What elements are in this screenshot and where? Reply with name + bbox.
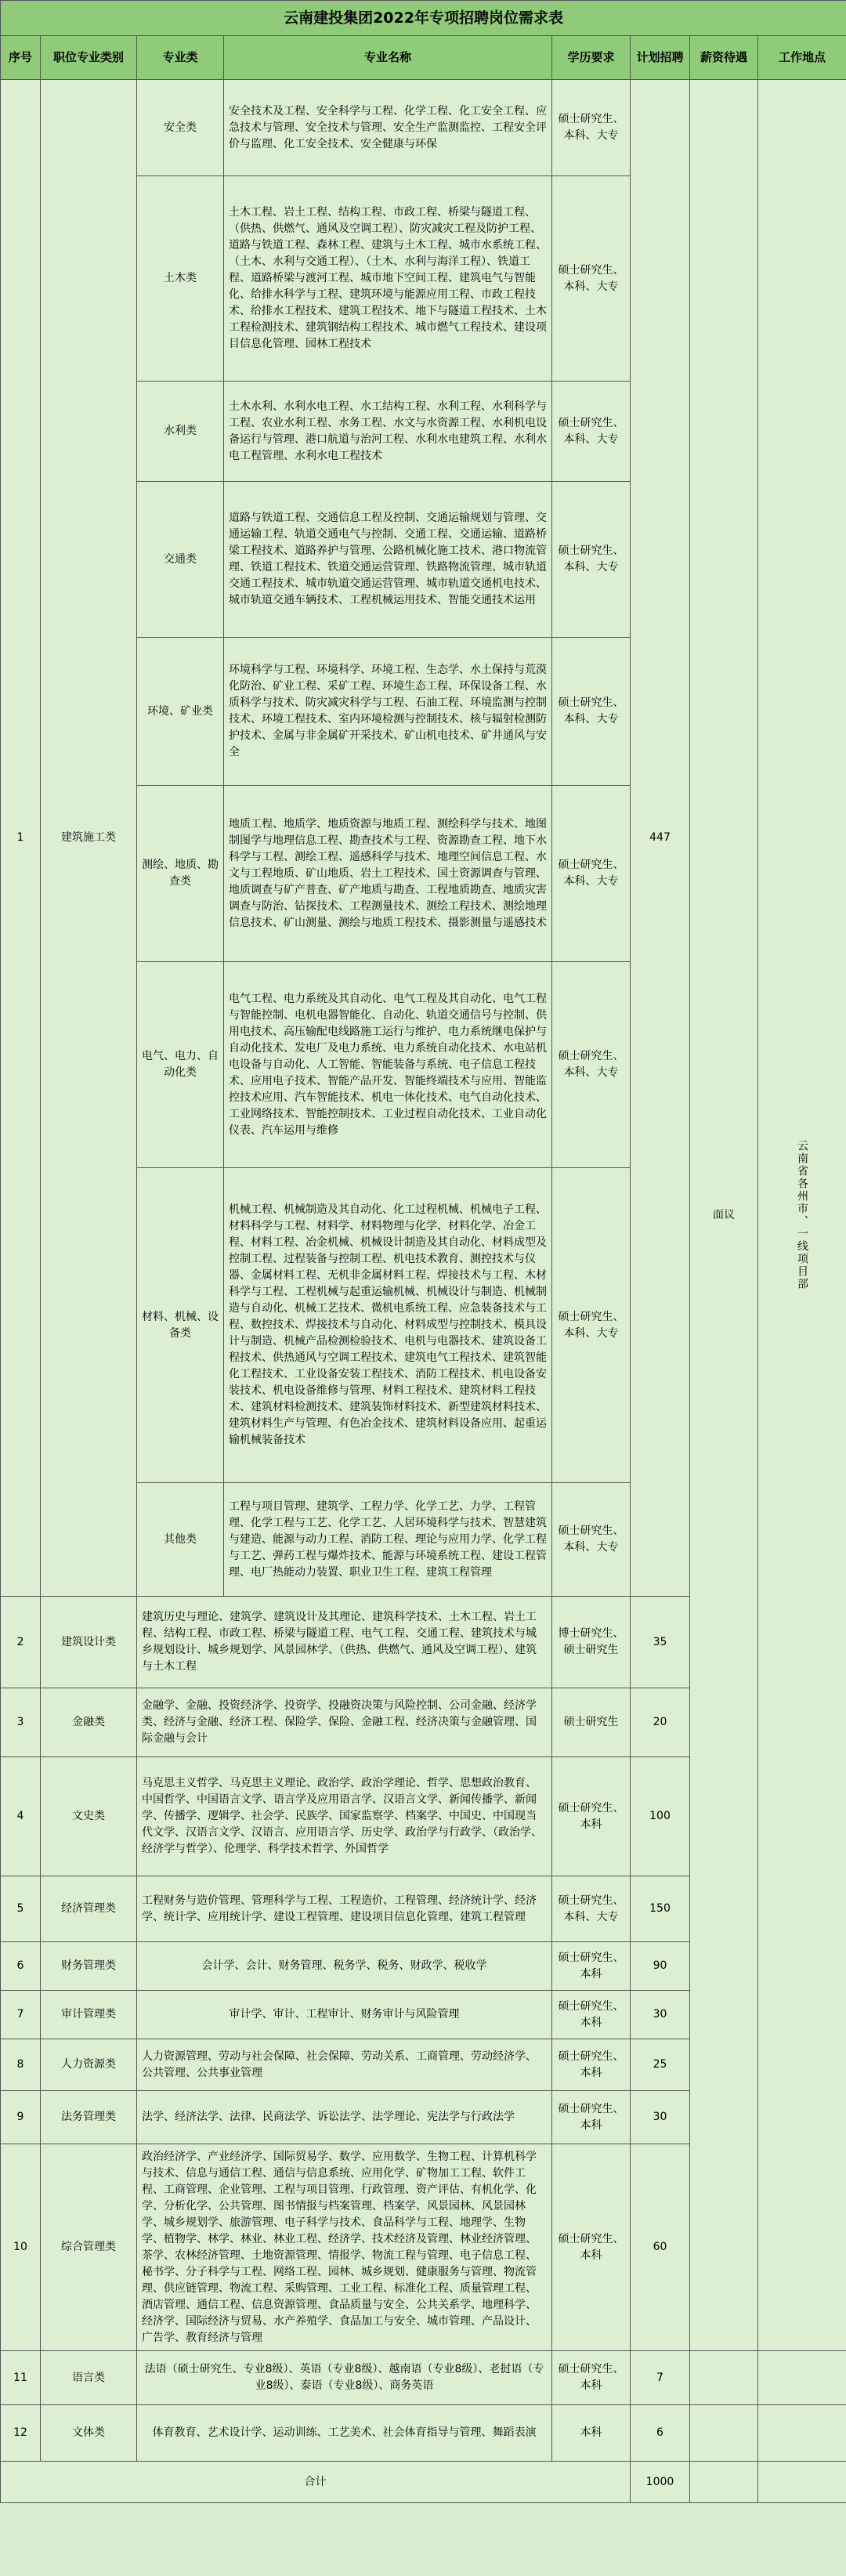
empty-cell	[758, 2351, 846, 2405]
row-majors: 法语（硕士研究生、专业8级）、英语（专业8级）、越南语（专业8级）、老挝语（专业8级）、泰语（专业8级）、商务英语	[137, 2351, 552, 2405]
row-category: 经济管理类	[41, 1876, 137, 1942]
row-category: 建筑设计类	[41, 1597, 137, 1688]
row-no: 9	[1, 2091, 41, 2144]
row-category: 法务管理类	[41, 2091, 137, 2144]
row-no: 4	[1, 1757, 41, 1876]
row-no: 6	[1, 1942, 41, 1991]
total-label: 合计	[1, 2462, 631, 2503]
row-no: 12	[1, 2405, 41, 2462]
row-education: 博士研究生、硕士研究生	[552, 1597, 631, 1688]
sub-majors: 机械工程、机械制造及其自动化、化工过程机械、机械电子工程、材料科学与工程、材料学、材料物理与化学、材料化学、冶金工程、材料工程、冶金机械、机械设计制造及其自动化、材料成型及控制工程、过程装备与控制工程、机电技术教育、测控技术与仪器、金属材料工程、无机非金属材料工程、焊接技术与工程、木材科学与工程、工程机械与起重运输机械、机械设计与制造、机械制造与自动化、机械工艺技术、微机电系统工程、应急装备技术与工程、数控技术、焊接技术与自动化、材料成型与控制技术、模具设计与制造、机械产品检测检验技术、电机与电器技术、建筑设备工程技术、供热通风与空调工程技术、建筑电气工程技术、建筑智能化工程技术、工业设备安装工程技术、消防工程技术、机电设备安装技术、机电设备维修与管理、材料工程技术、建筑材料工程技术、建筑材料检测技术、建筑装饰材料技术、新型建筑材料技术、建筑材料生产与管理、有色冶金技术、建筑材料设备应用、起重运输机械装备技术	[224, 1168, 552, 1483]
row-headcount: 30	[631, 1991, 690, 2039]
sub-majors: 土木工程、岩土工程、结构工程、市政工程、桥梁与隧道工程、（供热、供燃气、通风及空调工程）、防灾减灾工程及防护工程、道路与铁道工程、森林工程、建筑与土木工程、城市水系统工程、（土木、水利与交通工程）、（土木、水利与海洋工程）、铁道工程、道路桥梁与渡河工程、城市地下空间工程、建筑电气与智能化、给排水科学与工程、建筑环境与能源应用工程、市政工程技术、给排水工程技术、建筑工程技术、地下与隧道工程技术、土木工程检测技术、建筑钢结构工程技术、城市燃气工程技术、建设项目信息化管理、园林工程技术	[224, 176, 552, 382]
empty-cell	[690, 2462, 758, 2503]
sub-type: 测绘、地质、勘查类	[137, 786, 224, 962]
col-header-major-type: 专业类	[137, 36, 224, 80]
total-count: 1000	[631, 2462, 690, 2503]
col-header-major-names: 专业名称	[224, 36, 552, 80]
empty-cell	[758, 2462, 846, 2503]
sub-type: 其他类	[137, 1483, 224, 1597]
col-header-salary: 薪资待遇	[690, 36, 758, 80]
row-headcount: 60	[631, 2144, 690, 2351]
sub-education: 硕士研究生、本科、大专	[552, 482, 631, 638]
location-cell	[758, 80, 846, 2351]
sub-type: 材料、机械、设备类	[137, 1168, 224, 1483]
row-education: 硕士研究生	[552, 1688, 631, 1757]
sub-education: 硕士研究生、本科、大专	[552, 1168, 631, 1483]
row-category: 审计管理类	[41, 1991, 137, 2039]
sub-education: 硕士研究生、本科、大专	[552, 80, 631, 176]
row-headcount: 150	[631, 1876, 690, 1942]
row-education: 硕士研究生、本科	[552, 2351, 631, 2405]
location-text: 云南省各州市、一线项目部	[796, 1140, 808, 1290]
row-majors: 金融学、金融、投资经济学、投资学、投融资决策与风险控制、公司金融、经济学类、经济与金融、经济工程、保险学、保险、金融工程、经济决策与金融管理、国际金融与会计	[137, 1688, 552, 1757]
row-education: 硕士研究生、本科、大专	[552, 1876, 631, 1942]
row-headcount: 25	[631, 2039, 690, 2091]
sub-majors: 安全技术及工程、安全科学与工程、化学工程、化工安全工程、应急技术与管理、安全技术与管理、安全生产监测监控、工程安全评价与监理、化工安全技术、安全健康与环保	[224, 80, 552, 176]
sub-education: 硕士研究生、本科、大专	[552, 638, 631, 786]
row-no: 5	[1, 1876, 41, 1942]
sub-education: 硕士研究生、本科、大专	[552, 786, 631, 962]
sub-majors: 道路与铁道工程、交通信息工程及控制、交通运输规划与管理、交通运输工程、轨道交通电气与控制、交通工程、交通运输、道路桥梁工程技术、道路养护与管理、公路机械化施工技术、港口物流管理、铁道工程技术、铁道交通运营管理、铁路物流管理、城市轨道交通工程技术、城市轨道交通运营管理、城市轨道交通机电技术、城市轨道交通车辆技术、工程机械运用技术、智能交通技术运用	[224, 482, 552, 638]
row-category: 财务管理类	[41, 1942, 137, 1991]
row-no: 1	[1, 80, 41, 1597]
row-no: 7	[1, 1991, 41, 2039]
row-majors: 会计学、会计、财务管理、税务学、税务、财政学、税收学	[137, 1942, 552, 1991]
row-headcount: 7	[631, 2351, 690, 2405]
row-no: 2	[1, 1597, 41, 1688]
row-no: 3	[1, 1688, 41, 1757]
sub-type: 环境、矿业类	[137, 638, 224, 786]
row-headcount: 90	[631, 1942, 690, 1991]
row-headcount: 20	[631, 1688, 690, 1757]
sub-education: 硕士研究生、本科、大专	[552, 176, 631, 382]
table-row	[1, 80, 846, 176]
row-category: 语言类	[41, 2351, 137, 2405]
row-category: 综合管理类	[41, 2144, 137, 2351]
table-row	[1, 2405, 846, 2462]
row-headcount: 447	[631, 80, 690, 1597]
header-row	[1, 36, 846, 80]
row-no: 8	[1, 2039, 41, 2091]
row-headcount: 100	[631, 1757, 690, 1876]
row-majors: 政治经济学、产业经济学、国际贸易学、数学、应用数学、生物工程、计算机科学与技术、信息与通信工程、通信与信息系统、应用化学、矿物加工工程、软件工程、工商管理、企业管理、工程与项目管理、行政管理、资产评估、有机化学、化学、分析化学、公共管理、图书情报与档案管理、档案学、风景园林、风景园林学、城乡规划学、旅游管理、电子科学与技术、食品科学与工程、地理学、生物学、植物学、林学、林业、林业工程、经济学、技术经济及管理、林业经济管理、茶学、农林经济管理、土地资源管理、情报学、物流工程与管理、电子信息工程、秘书学、分子科学与工程、网络工程、园林、城乡规划、健康服务与管理、物流管理、供应链管理、物流工程、采购管理、工业工程、标准化工程、质量管理工程、酒店管理、通信工程、信息资源管理、食品质量与安全、公共关系学、地理科学、经济学、国际经济与贸易、水产养殖学、食品加工与安全、城市管理、产品设计、广告学、教育经济与管理	[137, 2144, 552, 2351]
row-category: 文史类	[41, 1757, 137, 1876]
row-headcount: 35	[631, 1597, 690, 1688]
row-headcount: 6	[631, 2405, 690, 2462]
sub-majors: 工程与项目管理、建筑学、工程力学、化学工艺、力学、工程管理、化学工程与工艺、化学工艺、人居环境科学与技术、智慧建筑与建造、能源与动力工程、消防工程、理论与应用力学、化学工程与工艺、弹药工程与爆炸技术、能源与环境系统工程、建设工程管理、电厂热能动力装置、职业卫生工程、建筑工程管理	[224, 1483, 552, 1597]
row-majors: 工程财务与造价管理、管理科学与工程、工程造价、工程管理、经济统计学、经济学、统计学、应用统计学、建设工程管理、建设项目信息化管理、建筑工程管理	[137, 1876, 552, 1942]
row-category: 人力资源类	[41, 2039, 137, 2091]
row-majors: 马克思主义哲学、马克思主义理论、政治学、政治学理论、哲学、思想政治教育、中国哲学、中国语言文学、语言学及应用语言学、汉语言文学、新闻传播学、新闻学、传播学、逻辑学、社会学、民族学、国家监察学、档案学、中国史、中国现当代文学、汉语言文学、汉语言、应用语言学、历史学、政治学与行政学、（政治学、经济学与哲学）、伦理学、科学技术哲学、外国哲学	[137, 1757, 552, 1876]
row-education: 硕士研究生、本科	[552, 2144, 631, 2351]
row-category: 建筑施工类	[41, 80, 137, 1597]
col-header-category: 职位专业类别	[41, 36, 137, 80]
sub-type: 土木类	[137, 176, 224, 382]
row-education: 本科	[552, 2405, 631, 2462]
salary-cell: 面议	[690, 80, 758, 2351]
table-title: 云南建投集团2022年专项招聘岗位需求表	[1, 1, 846, 36]
col-header-education: 学历要求	[552, 36, 631, 80]
col-header-no: 序号	[1, 36, 41, 80]
row-majors: 审计学、审计、工程审计、财务审计与风险管理	[137, 1991, 552, 2039]
row-headcount: 30	[631, 2091, 690, 2144]
row-category: 文体类	[41, 2405, 137, 2462]
row-education: 硕士研究生、本科	[552, 1991, 631, 2039]
sub-education: 硕士研究生、本科、大专	[552, 1483, 631, 1597]
sub-type: 电气、电力、自动化类	[137, 962, 224, 1168]
row-majors: 法学、经济法学、法律、民商法学、诉讼法学、法学理论、宪法学与行政法学	[137, 2091, 552, 2144]
empty-cell	[690, 2405, 758, 2462]
sub-type: 交通类	[137, 482, 224, 638]
row-education: 硕士研究生、本科	[552, 2091, 631, 2144]
row-education: 硕士研究生、本科	[552, 1942, 631, 1991]
row-category: 金融类	[41, 1688, 137, 1757]
row-majors: 体育教育、艺术设计学、运动训练、工艺美术、社会体育指导与管理、舞蹈表演	[137, 2405, 552, 2462]
sub-majors: 地质工程、地质学、地质资源与地质工程、测绘科学与技术、地图制图学与地理信息工程、勘查技术与工程、资源勘查工程、地下水科学与工程、测绘工程、遥感科学与技术、地理空间信息工程、水文与工程地质、矿山地质、岩土工程技术、国土资源调查与管理、地质调查与矿产普查、矿产地质与勘查、工程地质勘查、地质灾害调查与防治、钻探技术、工程测量技术、测绘工程技术、测绘地理信息技术、矿山测量、测绘与地质工程技术、摄影测量与遥感技术	[224, 786, 552, 962]
total-row	[1, 2462, 846, 2503]
row-education: 硕士研究生、本科	[552, 1757, 631, 1876]
sub-education: 硕士研究生、本科、大专	[552, 382, 631, 482]
sub-education: 硕士研究生、本科、大专	[552, 962, 631, 1168]
col-header-headcount: 计划招聘	[631, 36, 690, 80]
row-majors: 人力资源管理、劳动与社会保障、社会保障、劳动关系、工商管理、劳动经济学、公共管理、公共事业管理	[137, 2039, 552, 2091]
row-education: 硕士研究生、本科	[552, 2039, 631, 2091]
row-no: 11	[1, 2351, 41, 2405]
sub-majors: 土木水利、水利水电工程、水工结构工程、水利工程、水利科学与工程、农业水利工程、水务工程、水文与水资源工程、水利机电设备运行与管理、港口航道与治河工程、水利水电建筑工程、水利水电工程管理、水利水电工程技术	[224, 382, 552, 482]
table-row	[1, 2351, 846, 2405]
sub-type: 安全类	[137, 80, 224, 176]
empty-cell	[758, 2405, 846, 2462]
row-majors: 建筑历史与理论、建筑学、建筑设计及其理论、建筑科学技术、土木工程、岩土工程、结构工程、市政工程、桥梁与隧道工程、电气工程、交通工程、建筑技术与城乡规划设计、城乡规划学、风景园林学、（供热、供燃气、通风及空调工程）、建筑与土木工程	[137, 1597, 552, 1688]
sub-type: 水利类	[137, 382, 224, 482]
row-no: 10	[1, 2144, 41, 2351]
sub-majors: 电气工程、电力系统及其自动化、电气工程及其自动化、电气工程与智能控制、电机电器智能化、自动化、轨道交通信号与控制、供用电技术、高压输配电线路施工运行与维护、电力系统继电保护与自动化技术、发电厂及电力系统、电力系统自动化技术、水电站机电设备与自动化、人工智能、智能装备与系统、电子信息工程技术、应用电子技术、智能产品开发、智能终端技术与应用、智能监控技术应用、汽车智能技术、机电一体化技术、电气自动化技术、工业网络技术、智能控制技术、工业过程自动化技术、工业自动化仪表、汽车运用与维修	[224, 962, 552, 1168]
col-header-location: 工作地点	[758, 36, 846, 80]
empty-cell	[690, 2351, 758, 2405]
sub-majors: 环境科学与工程、环境科学、环境工程、生态学、水土保持与荒漠化防治、矿业工程、采矿工程、环境生态工程、环保设备工程、水质科学与技术、防灾减灾科学与工程、石油工程、环境监测与控制技术、环境工程技术、室内环境检测与控制技术、核与辐射检测防护技术、金属与非金属矿开采技术、矿山机电技术、矿井通风与安全	[224, 638, 552, 786]
